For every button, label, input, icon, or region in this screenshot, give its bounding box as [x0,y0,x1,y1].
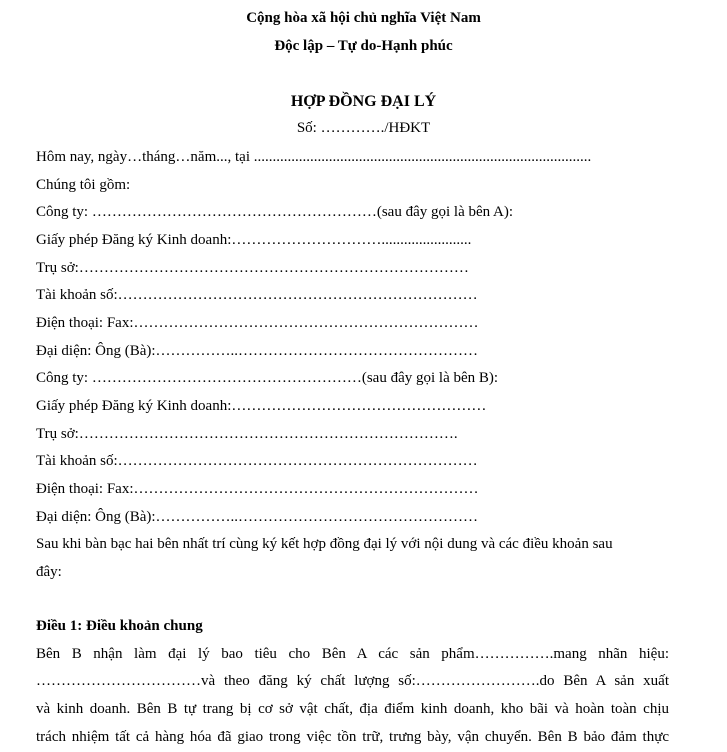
party-a-account: Tài khoản số:……………………………………………………………… [36,287,478,303]
contract-number: Số: …………./HĐKT [296,120,431,136]
agreement-line-2: đây: [36,564,62,580]
article-1-heading: Điều 1: Điều khoản chung [36,618,203,634]
party-b-company: Công ty: ………………………………………………(sau đây gọi là bên B): [36,370,499,386]
party-b-address: Trụ sở:…………………………………………………………………. [36,426,458,442]
party-a-license: Giấy phép Đăng ký Kinh doanh:…………………………........................ [36,232,472,248]
party-b-license: Giấy phép Đăng ký Kinh doanh:…………………………………………… [36,398,487,414]
article-1-line-1: Bên B nhận làm đại lý bao tiêu cho Bên A các sản phẩm…………….mang nhãn hiệu: [36,646,669,662]
date-place-line: Hôm nay, ngày…tháng…năm..., tại .......................................................................................... [36,149,592,165]
party-a-representative: Đại diện: Ông (Bà):……………..………………………………………… [36,343,479,359]
contract-title: HỢP ĐỒNG ĐẠI LÝ [290,93,437,110]
agreement-line-1: Sau khi bàn bạc hai bên nhất trí cùng ký kết hợp đồng đại lý với nội dung và các điều khoản sau [36,536,613,552]
party-a-phone-fax: Điện thoại: Fax:…………………………………………………………… [36,315,479,331]
party-b-phone-fax: Điện thoại: Fax:…………………………………………………………… [36,481,479,497]
article-1-line-3: và kinh doanh. Bên B tự trang bị cơ sở vật chất, địa điểm kinh doanh, kho bãi và hoàn toàn chịu [36,701,669,717]
article-1-line-4: trách nhiệm tất cả hàng hóa đã giao trong việc tồn trữ, trưng bày, vận chuyển. Bên B bảo đảm thực [36,729,669,745]
national-motto: Độc lập – Tự do-Hạnh phúc [274,38,453,54]
party-b-representative: Đại diện: Ông (Bà):……………..………………………………………… [36,509,479,525]
national-title: Cộng hòa xã hội chủ nghĩa Việt Nam [246,10,481,26]
party-a-company: Công ty: …………………………………………………(sau đây gọi là bên A): [36,204,514,220]
party-b-account: Tài khoản số:……………………………………………………………… [36,453,478,469]
article-1-line-2: ……………………………và theo đăng ký chất lượng số:…………………….do Bên A sản xuất [36,673,669,689]
parties-intro: Chúng tôi gồm: [36,177,131,193]
party-a-address: Trụ sở:…………………………………………………………………… [36,260,469,276]
